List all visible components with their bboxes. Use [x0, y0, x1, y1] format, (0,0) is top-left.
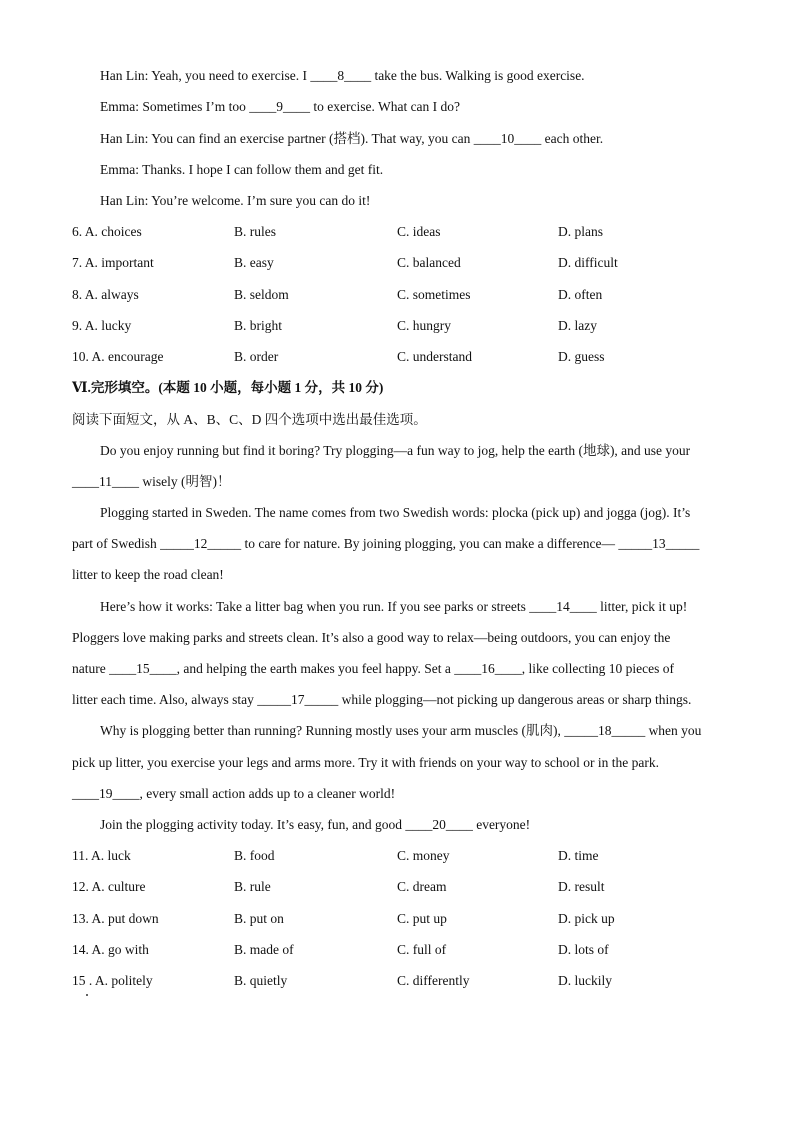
- question-12-option-a: 12. A. culture: [72, 879, 146, 894]
- question-12-option-d: D. result: [558, 879, 605, 894]
- question-13-option-b: B. put on: [234, 911, 284, 926]
- question-13-option-d: D. pick up: [558, 911, 615, 926]
- section-title: Ⅵ.完形填空。(本题 10 小题，每小题 1 分，共 10 分): [72, 380, 384, 395]
- question-9-option-b: B. bright: [234, 318, 283, 333]
- question-6-option-d: D. plans: [558, 224, 603, 239]
- question-6-option-b: B. rules: [234, 224, 276, 239]
- passage-line: part of Swedish _____12_____ to care for nature. By joining plogging, you can make a difference— _____13_____: [72, 536, 700, 551]
- question-10-option-a: 10. A. encourage: [72, 349, 164, 364]
- question-8-option-b: B. seldom: [234, 287, 289, 302]
- question-6-option-c: C. ideas: [397, 224, 441, 239]
- question-14-option-a: 14. A. go with: [72, 942, 149, 957]
- dialogue-line: Emma: Thanks. I hope I can follow them and get fit.: [100, 162, 384, 177]
- passage-line: nature ____15____, and helping the earth makes you feel happy. Set a ____16____, like collecting 10 pieces of: [72, 661, 674, 676]
- question-9-option-c: C. hungry: [397, 318, 451, 333]
- passage-line: litter to keep the road clean!: [72, 567, 224, 582]
- question-11-option-c: C. money: [397, 848, 450, 863]
- passage-line: pick up litter, you exercise your legs and arms more. Try it with friends on your way to school or in the park.: [72, 755, 659, 770]
- dialogue-line: Han Lin: You can find an exercise partner (搭档). That way, you can ____10____ each other.: [100, 131, 604, 146]
- passage-line: ____11____ wisely (明智)！: [72, 474, 231, 489]
- question-10-option-d: D. guess: [558, 349, 605, 364]
- stray-mark: [86, 994, 88, 996]
- question-14-option-c: C. full of: [397, 942, 447, 957]
- passage-line: Ploggers love making parks and streets clean. It’s also a good way to relax—being outdoors, you can enjoy the: [72, 630, 671, 645]
- dialogue-line: Han Lin: You’re welcome. I’m sure you can do it!: [100, 193, 371, 208]
- question-11-option-a: 11. A. luck: [72, 848, 131, 863]
- passage-line: Join the plogging activity today. It’s easy, fun, and good ____20____ everyone!: [100, 817, 531, 832]
- question-7-option-d: D. difficult: [558, 255, 618, 270]
- question-7-option-a: 7. A. important: [72, 255, 154, 270]
- question-9-option-d: D. lazy: [558, 318, 597, 333]
- question-15-option-c: C. differently: [397, 973, 470, 988]
- passage-line: Why is plogging better than running? Running mostly uses your arm muscles (肌肉), _____18_____ when you: [100, 723, 702, 738]
- question-8-option-a: 8. A. always: [72, 287, 139, 302]
- passage-line: ____19____, every small action adds up to a cleaner world!: [72, 786, 396, 801]
- question-7-option-c: C. balanced: [397, 255, 461, 270]
- question-12-option-c: C. dream: [397, 879, 447, 894]
- section-instruction: 阅读下面短文，从 A、B、C、D 四个选项中选出最佳选项。: [72, 412, 427, 427]
- question-15-option-a: 15 . A. politely: [72, 973, 153, 988]
- passage-line: litter each time. Also, always stay _____17_____ while plogging—not picking up dangerous areas or sharp things.: [72, 692, 692, 707]
- dialogue-line: Han Lin: Yeah, you need to exercise. I ____8____ take the bus. Walking is good exercise.: [100, 68, 585, 83]
- passage-line: Do you enjoy running but find it boring? Try plogging—a fun way to jog, help the earth (地球), and use your: [100, 443, 691, 458]
- question-12-option-b: B. rule: [234, 879, 271, 894]
- question-9-option-a: 9. A. lucky: [72, 318, 132, 333]
- question-8-option-c: C. sometimes: [397, 287, 471, 302]
- question-11-option-d: D. time: [558, 848, 599, 863]
- question-10-option-c: C. understand: [397, 349, 472, 364]
- question-15-option-d: D. luckily: [558, 973, 612, 988]
- question-7-option-b: B. easy: [234, 255, 274, 270]
- passage-line: Here’s how it works: Take a litter bag when you run. If you see parks or streets ____14____ litter, pick it up!: [100, 599, 688, 614]
- question-14-option-b: B. made of: [234, 942, 294, 957]
- question-13-option-c: C. put up: [397, 911, 447, 926]
- question-13-option-a: 13. A. put down: [72, 911, 159, 926]
- question-14-option-d: D. lots of: [558, 942, 609, 957]
- question-11-option-b: B. food: [234, 848, 275, 863]
- question-6-option-a: 6. A. choices: [72, 224, 142, 239]
- passage-line: Plogging started in Sweden. The name comes from two Swedish words: plocka (pick up) and jogga (jog). It’s: [100, 505, 691, 520]
- question-10-option-b: B. order: [234, 349, 279, 364]
- question-8-option-d: D. often: [558, 287, 603, 302]
- dialogue-line: Emma: Sometimes I’m too ____9____ to exercise. What can I do?: [100, 99, 461, 114]
- question-15-option-b: B. quietly: [234, 973, 288, 988]
